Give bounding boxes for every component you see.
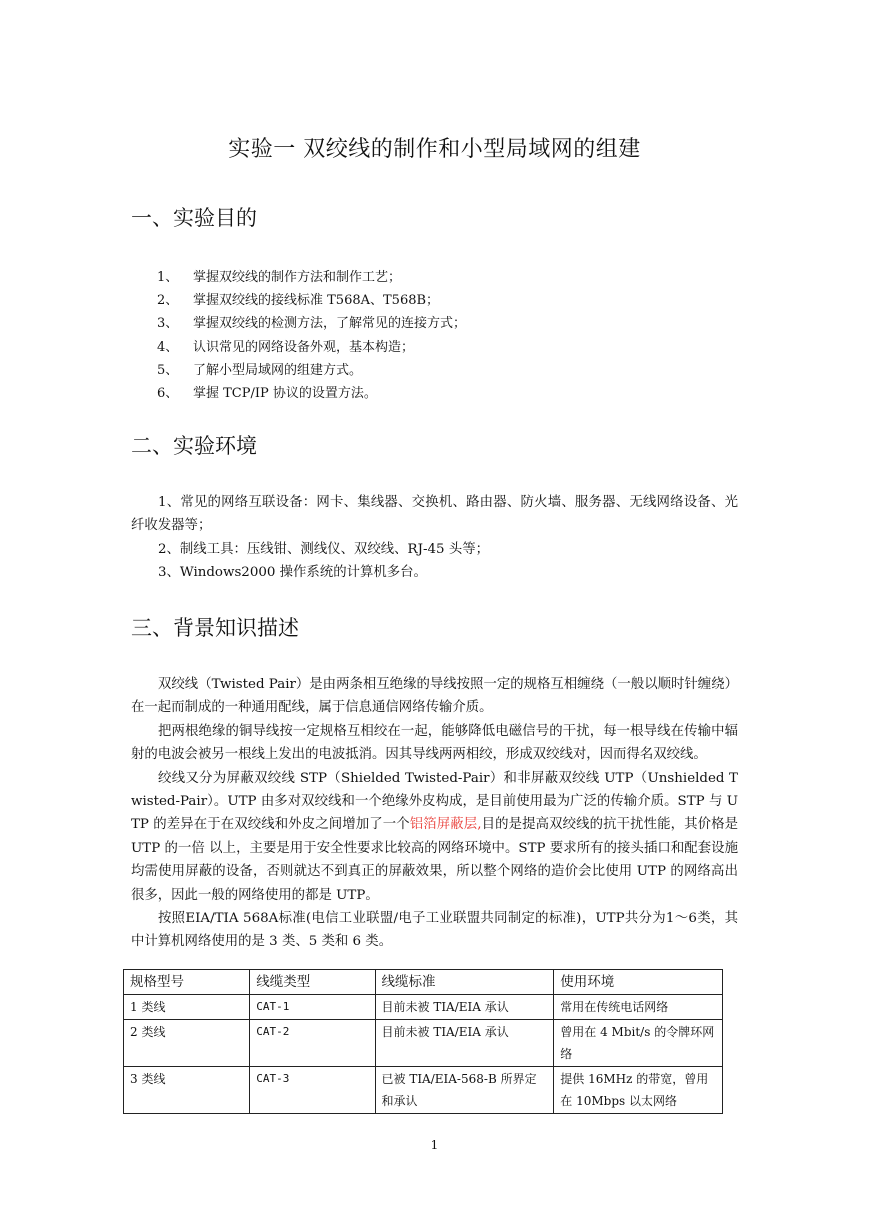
list-item-number: 4、: [157, 339, 179, 355]
table-header-cell: 规格型号: [124, 970, 250, 995]
background-paragraph: 按照EIA/TIA 568A标准(电信工业联盟/电子工业联盟共同制定的标准)，UTP共分为1～6类，其中计算机网络使用的是 3 类、5 类和 6 类。: [131, 911, 738, 950]
table-header-cell: 使用环境: [554, 970, 723, 995]
background-paragraph: 把两根绝缘的铜导线按一定规格互相绞在一起，能够降低电磁信号的干扰，每一根导线在传输中辐射的电波会被另一根线上发出的电波抵消。因其导线两两相绞，形成双绞线对，因而得名双绞线。: [131, 723, 738, 763]
section-heading-background: 三、背景知识描述: [131, 616, 299, 640]
list-item: [157, 359, 466, 382]
list-item-number: 6、: [157, 386, 179, 402]
paragraph-text: 目的是提高双绞线的抗干扰性能，其价格是 UTP 的一倍 以上，主要是用于安全性要求比较高的网络环境中。STP 要求所有的接头插口和配套设施均需使用屏蔽的设备，否则就达不到真正的屏蔽效果，所以整个网络的造价会比使用 UTP 的网络高出很多，因此一般的网络使用的都是 UTP。: [131, 817, 738, 903]
table-cell: CAT-1: [250, 995, 375, 1020]
list-item-number: 5、: [157, 362, 179, 378]
section-heading-objectives: 一、实验目的: [131, 206, 257, 230]
table-cell: CAT-2: [250, 1020, 375, 1067]
list-item: [157, 266, 466, 289]
document-title: 实验一 双绞线的制作和小型局域网的组建: [228, 137, 641, 162]
list-item-text: 掌握双绞线的接线标准 T568A、T568B；: [193, 293, 440, 309]
list-item-text: 认识常见的网络设备外观，基本构造；: [193, 339, 415, 355]
table-cell: 常用在传统电话网络: [554, 995, 723, 1020]
table-header-cell: 线缆类型: [250, 970, 375, 995]
environment-paragraph: 1、常见的网络互联设备：网卡、集线器、交换机、路由器、防火墙、服务器、无线网络设备、光纤收发器等；: [131, 495, 738, 534]
list-item-text: 掌握 TCP/IP 协议的设置方法。: [193, 386, 377, 402]
background-body: [131, 673, 738, 954]
environment-body: [131, 491, 738, 585]
table-cell: 3 类线: [124, 1067, 250, 1114]
table-cell: 2 类线: [124, 1020, 250, 1067]
table-cell: 1 类线: [124, 995, 250, 1020]
list-item-text: 掌握双绞线的检测方法，了解常见的连接方式；: [193, 316, 467, 332]
list-item: [157, 289, 466, 312]
table-cell: 目前未被 TIA/EIA 承认: [375, 1020, 554, 1067]
list-item-number: 1、: [157, 270, 179, 285]
table-row: [124, 1067, 723, 1114]
table-header-cell: 线缆标准: [375, 970, 554, 995]
list-item: [157, 312, 466, 335]
table-header-row: [124, 970, 723, 995]
highlighted-term: 铝箔屏蔽层,: [409, 817, 482, 833]
cable-spec-table: [123, 969, 723, 1114]
list-item-text: 掌握双绞线的制作方法和制作工艺；: [193, 270, 402, 285]
table-cell: 目前未被 TIA/EIA 承认: [375, 995, 554, 1020]
background-paragraph: [131, 767, 738, 907]
table-cell: 提供 16MHz 的带宽，曾用在 10Mbps 以太网络: [554, 1067, 723, 1114]
environment-paragraph: 3、Windows2000 操作系统的计算机多台。: [158, 565, 427, 581]
table-cell: CAT-3: [250, 1067, 375, 1114]
page-number: 1: [430, 1138, 439, 1152]
environment-paragraph: 2、制线工具：压线钳、测线仪、双绞线、RJ-45 头等；: [158, 541, 489, 557]
objectives-list: [157, 266, 466, 405]
table-row: [124, 995, 723, 1020]
section-heading-environment: 二、实验环境: [131, 434, 257, 458]
list-item: [157, 336, 466, 359]
background-paragraph: 双绞线（Twisted Pair）是由两条相互绝缘的导线按照一定的规格互相缠绕（一般以顺时针缠绕）在一起而制成的一种通用配线，属于信息通信网络传输介质。: [131, 677, 738, 716]
paragraph-text: 绞线又分为屏蔽双绞线 STP（Shielded Twisted-Pair）和非屏蔽双绞线 UTP（Unshielded Twisted-Pair）。UTP 由多对双绞线和一个绝缘外皮构成，是目前使用最为广泛的传输介质。STP 与 UTP 的差异在于在双绞线和外皮之间增加了一个: [131, 770, 738, 833]
list-item-text: 了解小型局域网的组建方式。: [193, 362, 363, 378]
table-row: [124, 1020, 723, 1067]
list-item-number: 2、: [157, 293, 179, 309]
table-cell: 已被 TIA/EIA-568-B 所界定和承认: [375, 1067, 554, 1114]
list-item-number: 3、: [157, 316, 179, 332]
list-item: [157, 382, 466, 405]
table-cell: 曾用在 4 Mbit/s 的令牌环网络: [554, 1020, 723, 1067]
